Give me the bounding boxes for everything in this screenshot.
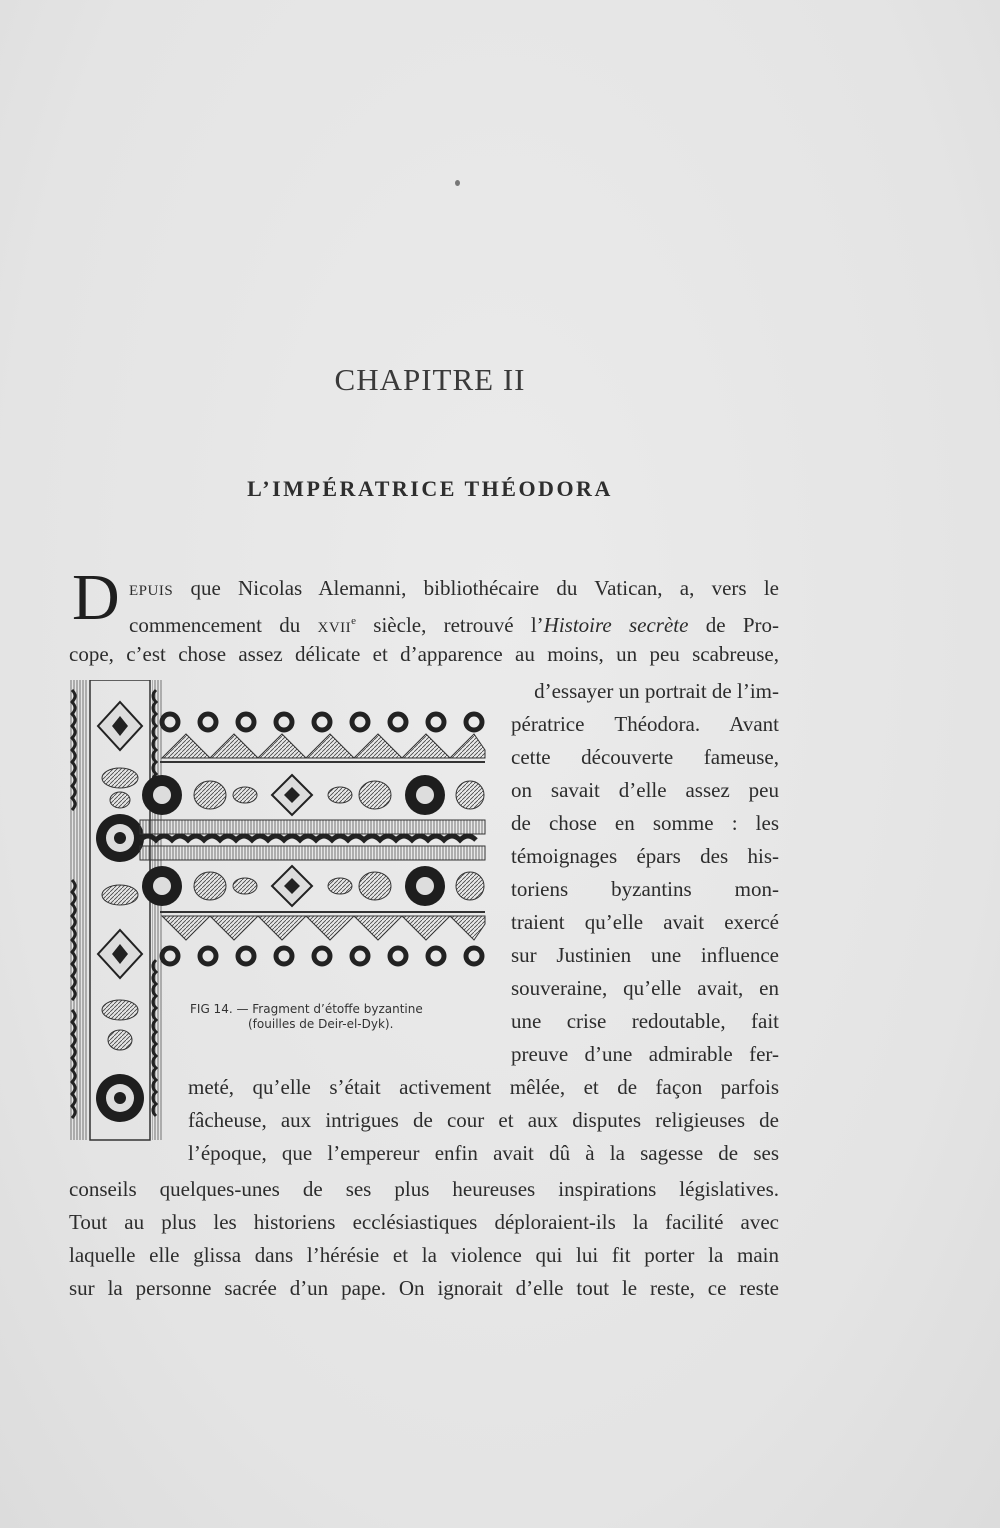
text-line-16: meté, qu’elle s’était activement mêlée, et de façon parfois xyxy=(188,1075,779,1099)
text-line-21: laquelle elle glissa dans l’hérésie et la violence qui lui fit porter la main xyxy=(69,1243,779,1267)
text-line-17: fâcheuse, aux intrigues de cour et aux disputes religieuses de xyxy=(188,1108,779,1132)
text-line-4: d’essayer un portrait de l’im- xyxy=(534,679,779,703)
vertical-band xyxy=(70,680,162,1140)
text-line-7: on savait d’elle assez peu xyxy=(511,778,779,802)
text-line-22: sur la personne sacrée d’un pape. On ignorait d’elle tout le reste, ce reste xyxy=(69,1276,779,1300)
text-line-2: commencement du XVIIe siècle, retrouvé l’Histoire secrète de Pro- xyxy=(129,613,779,637)
text-line-19: conseils quelques-unes de ses plus heureuses inspirations législatives. xyxy=(69,1177,779,1201)
text-line-15: preuve d’une admirable fer- xyxy=(511,1042,779,1066)
text-line-10: toriens byzantins mon- xyxy=(511,877,779,901)
fabric-fragment-illustration xyxy=(70,680,490,1145)
text-line-14: une crise redoutable, fait xyxy=(511,1009,779,1033)
text-line-18: l’époque, que l’empereur enfin avait dû à la sagesse de ses xyxy=(188,1141,779,1165)
caption-line-2: (fouilles de Deir-el-Dyk). xyxy=(248,1017,394,1031)
text-line-3: cope, c’est chose assez délicate et d’apparence au moins, un peu scabreuse, xyxy=(69,642,779,666)
horizontal-bands xyxy=(140,714,485,964)
text-line-20: Tout au plus les historiens ecclésiastiques déploraient-ils la facilité avec xyxy=(69,1210,779,1234)
ink-dot xyxy=(455,180,460,186)
text-line-5: pératrice Théodora. Avant xyxy=(511,712,779,736)
figure-caption xyxy=(190,1002,490,1032)
text-line-8: de chose en somme : les xyxy=(511,811,779,835)
text-line-12: sur Justinien une influence xyxy=(511,943,779,967)
chapter-heading: CHAPITRE II xyxy=(334,362,526,397)
text-line-6: cette découverte fameuse, xyxy=(511,745,779,769)
text-line-1: EPUIS que Nicolas Alemanni, bibliothécaire du Vatican, a, vers le xyxy=(129,576,780,600)
chapter-title: L’IMPÉRATRICE THÉODORA xyxy=(247,476,613,501)
text-line-9: témoignages épars des his- xyxy=(511,844,779,868)
drop-cap: D xyxy=(72,561,120,634)
caption-line-1: FIG 14. — Fragment d’étoffe byzantine xyxy=(190,1002,423,1016)
text-line-11: traient qu’elle avait exercé xyxy=(511,910,779,934)
text-line-13: souveraine, qu’elle avait, en xyxy=(511,976,779,1000)
